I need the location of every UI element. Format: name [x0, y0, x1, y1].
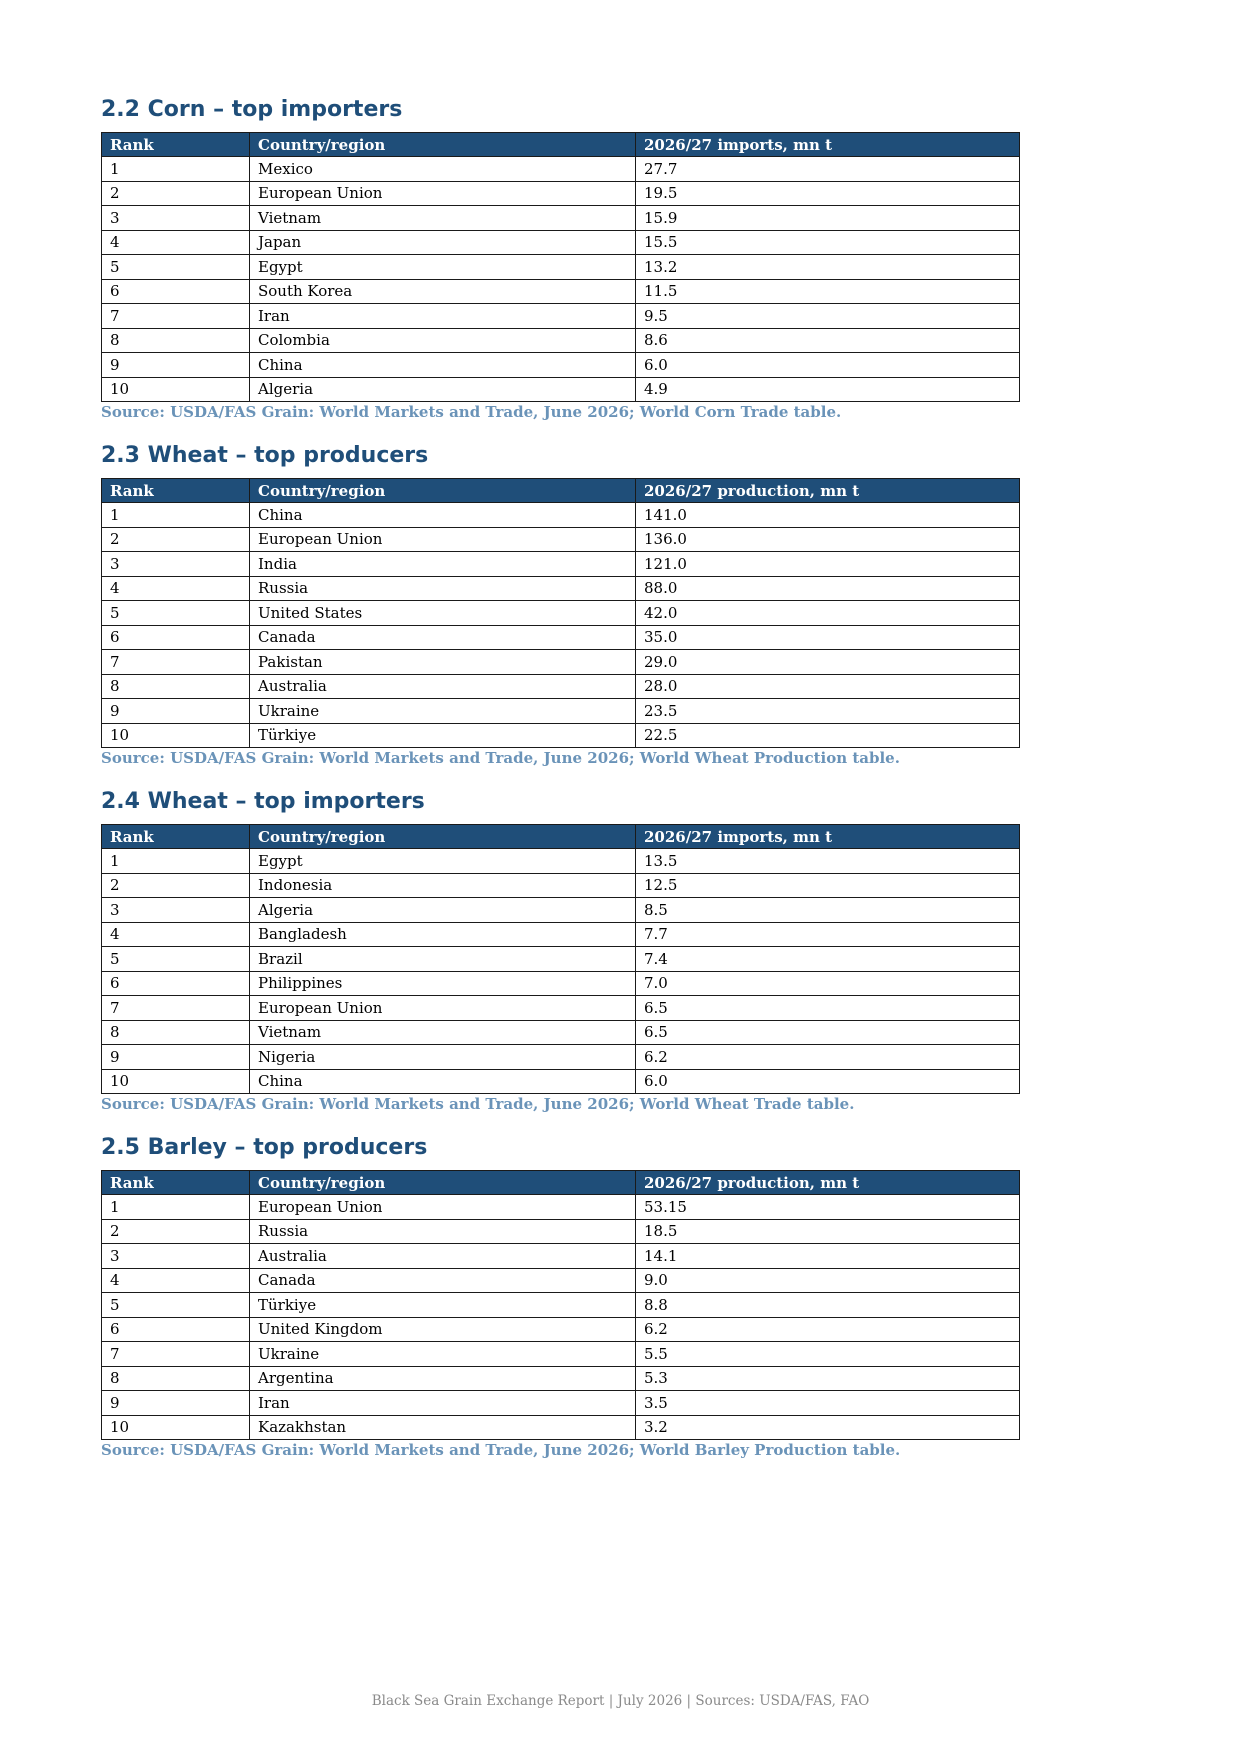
rank-cell: 6: [102, 279, 250, 304]
country-cell: Iran: [250, 1391, 636, 1416]
column-header: Country/region: [250, 479, 636, 503]
table-row: [102, 1268, 1020, 1293]
value-cell: 6.0: [636, 1069, 1020, 1094]
value-cell: 12.5: [636, 873, 1020, 898]
section-title: 2.3 Wheat – top producers: [101, 443, 429, 468]
rank-cell: 4: [102, 576, 250, 601]
value-cell: 6.2: [636, 1045, 1020, 1070]
country-cell: Mexico: [250, 157, 636, 182]
value-cell: 6.2: [636, 1317, 1020, 1342]
rank-cell: 6: [102, 971, 250, 996]
column-header: 2026/27 imports, mn t: [636, 825, 1020, 849]
table-row: [102, 328, 1020, 353]
rank-cell: 5: [102, 601, 250, 626]
country-cell: Türkiye: [250, 1293, 636, 1318]
table-row: [102, 947, 1020, 972]
rank-cell: 5: [102, 255, 250, 280]
table-row: [102, 1244, 1020, 1269]
value-cell: 3.2: [636, 1415, 1020, 1440]
ranking-table: [101, 824, 1020, 1094]
value-cell: 6.0: [636, 353, 1020, 378]
column-header: 2026/27 production, mn t: [636, 1171, 1020, 1195]
rank-cell: 4: [102, 922, 250, 947]
rank-cell: 9: [102, 1045, 250, 1070]
table-row: [102, 898, 1020, 923]
table-row: [102, 650, 1020, 675]
table-row: [102, 353, 1020, 378]
table-row: [102, 1045, 1020, 1070]
country-cell: South Korea: [250, 279, 636, 304]
country-cell: European Union: [250, 996, 636, 1021]
column-header: Rank: [102, 133, 250, 157]
country-cell: Nigeria: [250, 1045, 636, 1070]
value-cell: 6.5: [636, 1020, 1020, 1045]
country-cell: China: [250, 503, 636, 528]
value-cell: 13.2: [636, 255, 1020, 280]
country-cell: Egypt: [250, 849, 636, 874]
value-cell: 15.9: [636, 206, 1020, 231]
country-cell: Türkiye: [250, 723, 636, 748]
value-cell: 27.7: [636, 157, 1020, 182]
table-row: [102, 922, 1020, 947]
ranking-table: [101, 478, 1020, 748]
table-row: [102, 873, 1020, 898]
section-title: 2.5 Barley – top producers: [101, 1135, 428, 1160]
table-row: [102, 971, 1020, 996]
table-row: [102, 157, 1020, 182]
source-note: Source: USDA/FAS Grain: World Markets and Trade, June 2026; World Corn Trade table.: [101, 403, 842, 421]
value-cell: 53.15: [636, 1195, 1020, 1220]
country-cell: United States: [250, 601, 636, 626]
value-cell: 88.0: [636, 576, 1020, 601]
column-header: Country/region: [250, 133, 636, 157]
country-cell: Indonesia: [250, 873, 636, 898]
country-cell: United Kingdom: [250, 1317, 636, 1342]
rank-cell: 8: [102, 1366, 250, 1391]
rank-cell: 4: [102, 1268, 250, 1293]
rank-cell: 4: [102, 230, 250, 255]
table-row: [102, 723, 1020, 748]
country-cell: Japan: [250, 230, 636, 255]
value-cell: 7.7: [636, 922, 1020, 947]
value-cell: 6.5: [636, 996, 1020, 1021]
value-cell: 19.5: [636, 181, 1020, 206]
country-cell: Australia: [250, 1244, 636, 1269]
value-cell: 35.0: [636, 625, 1020, 650]
table-row: [102, 1342, 1020, 1367]
column-header: Country/region: [250, 825, 636, 849]
table-row: [102, 601, 1020, 626]
section-title: 2.2 Corn – top importers: [101, 97, 403, 122]
rank-cell: 2: [102, 873, 250, 898]
rank-cell: 3: [102, 206, 250, 231]
rank-cell: 3: [102, 1244, 250, 1269]
column-header: Country/region: [250, 1171, 636, 1195]
rank-cell: 2: [102, 181, 250, 206]
source-note: Source: USDA/FAS Grain: World Markets and Trade, June 2026; World Wheat Production table.: [101, 749, 900, 767]
country-cell: India: [250, 552, 636, 577]
ranking-table: [101, 1170, 1020, 1440]
value-cell: 3.5: [636, 1391, 1020, 1416]
table-row: [102, 255, 1020, 280]
rank-cell: 1: [102, 849, 250, 874]
table-row: [102, 1020, 1020, 1045]
country-cell: Ukraine: [250, 1342, 636, 1367]
country-cell: European Union: [250, 1195, 636, 1220]
value-cell: 5.5: [636, 1342, 1020, 1367]
country-cell: Brazil: [250, 947, 636, 972]
table-row: [102, 1366, 1020, 1391]
value-cell: 42.0: [636, 601, 1020, 626]
rank-cell: 5: [102, 1293, 250, 1318]
section-title: 2.4 Wheat – top importers: [101, 789, 425, 814]
rank-cell: 3: [102, 552, 250, 577]
table-row: [102, 1195, 1020, 1220]
value-cell: 8.6: [636, 328, 1020, 353]
rank-cell: 1: [102, 157, 250, 182]
country-cell: Ukraine: [250, 699, 636, 724]
column-header: Rank: [102, 825, 250, 849]
table-row: [102, 206, 1020, 231]
rank-cell: 10: [102, 1069, 250, 1094]
table-row: [102, 279, 1020, 304]
rank-cell: 3: [102, 898, 250, 923]
country-cell: European Union: [250, 181, 636, 206]
table-section: [101, 786, 1019, 1132]
table-row: [102, 1317, 1020, 1342]
rank-cell: 8: [102, 674, 250, 699]
value-cell: 22.5: [636, 723, 1020, 748]
table-row: [102, 699, 1020, 724]
table-header-row: [102, 479, 1020, 503]
table-header-row: [102, 1171, 1020, 1195]
table-section: [101, 440, 1019, 786]
value-cell: 23.5: [636, 699, 1020, 724]
value-cell: 8.5: [636, 898, 1020, 923]
rank-cell: 7: [102, 650, 250, 675]
rank-cell: 1: [102, 503, 250, 528]
rank-cell: 10: [102, 1415, 250, 1440]
rank-cell: 9: [102, 1391, 250, 1416]
country-cell: European Union: [250, 527, 636, 552]
value-cell: 4.9: [636, 377, 1020, 402]
table-row: [102, 674, 1020, 699]
source-note: Source: USDA/FAS Grain: World Markets and Trade, June 2026; World Barley Production table.: [101, 1441, 901, 1459]
column-header: 2026/27 production, mn t: [636, 479, 1020, 503]
page-footer: Black Sea Grain Exchange Report | July 2026 | Sources: USDA/FAS, FAO: [371, 1693, 870, 1709]
value-cell: 28.0: [636, 674, 1020, 699]
country-cell: Pakistan: [250, 650, 636, 675]
table-section: [101, 94, 1019, 440]
country-cell: Algeria: [250, 377, 636, 402]
table-header-row: [102, 133, 1020, 157]
column-header: Rank: [102, 479, 250, 503]
country-cell: Argentina: [250, 1366, 636, 1391]
table-header-row: [102, 825, 1020, 849]
value-cell: 7.0: [636, 971, 1020, 996]
table-row: [102, 377, 1020, 402]
rank-cell: 5: [102, 947, 250, 972]
value-cell: 14.1: [636, 1244, 1020, 1269]
table-row: [102, 304, 1020, 329]
table-row: [102, 1293, 1020, 1318]
rank-cell: 9: [102, 699, 250, 724]
country-cell: Australia: [250, 674, 636, 699]
rank-cell: 8: [102, 328, 250, 353]
value-cell: 15.5: [636, 230, 1020, 255]
rank-cell: 2: [102, 1219, 250, 1244]
country-cell: Canada: [250, 625, 636, 650]
country-cell: Kazakhstan: [250, 1415, 636, 1440]
value-cell: 11.5: [636, 279, 1020, 304]
table-row: [102, 1391, 1020, 1416]
value-cell: 7.4: [636, 947, 1020, 972]
country-cell: China: [250, 353, 636, 378]
country-cell: Canada: [250, 1268, 636, 1293]
rank-cell: 10: [102, 723, 250, 748]
source-note: Source: USDA/FAS Grain: World Markets and Trade, June 2026; World Wheat Trade table.: [101, 1095, 855, 1113]
value-cell: 5.3: [636, 1366, 1020, 1391]
rank-cell: 1: [102, 1195, 250, 1220]
ranking-table: [101, 132, 1020, 402]
value-cell: 136.0: [636, 527, 1020, 552]
value-cell: 9.5: [636, 304, 1020, 329]
rank-cell: 2: [102, 527, 250, 552]
country-cell: Colombia: [250, 328, 636, 353]
value-cell: 18.5: [636, 1219, 1020, 1244]
value-cell: 121.0: [636, 552, 1020, 577]
table-row: [102, 849, 1020, 874]
value-cell: 13.5: [636, 849, 1020, 874]
value-cell: 29.0: [636, 650, 1020, 675]
table-row: [102, 996, 1020, 1021]
table-row: [102, 552, 1020, 577]
rank-cell: 10: [102, 377, 250, 402]
table-row: [102, 576, 1020, 601]
rank-cell: 7: [102, 996, 250, 1021]
table-row: [102, 625, 1020, 650]
rank-cell: 6: [102, 625, 250, 650]
rank-cell: 7: [102, 304, 250, 329]
column-header: 2026/27 imports, mn t: [636, 133, 1020, 157]
value-cell: 141.0: [636, 503, 1020, 528]
table-row: [102, 1219, 1020, 1244]
table-row: [102, 1415, 1020, 1440]
rank-cell: 6: [102, 1317, 250, 1342]
rank-cell: 7: [102, 1342, 250, 1367]
country-cell: Egypt: [250, 255, 636, 280]
sections-container: [101, 94, 1019, 1460]
country-cell: Vietnam: [250, 1020, 636, 1045]
rank-cell: 8: [102, 1020, 250, 1045]
rank-cell: 9: [102, 353, 250, 378]
country-cell: China: [250, 1069, 636, 1094]
country-cell: Philippines: [250, 971, 636, 996]
country-cell: Bangladesh: [250, 922, 636, 947]
country-cell: Algeria: [250, 898, 636, 923]
value-cell: 9.0: [636, 1268, 1020, 1293]
country-cell: Vietnam: [250, 206, 636, 231]
report-page: [101, 94, 1019, 1460]
table-row: [102, 527, 1020, 552]
country-cell: Iran: [250, 304, 636, 329]
table-row: [102, 230, 1020, 255]
column-header: Rank: [102, 1171, 250, 1195]
table-row: [102, 181, 1020, 206]
table-section: [101, 1132, 1019, 1460]
value-cell: 8.8: [636, 1293, 1020, 1318]
table-row: [102, 1069, 1020, 1094]
table-row: [102, 503, 1020, 528]
country-cell: Russia: [250, 1219, 636, 1244]
country-cell: Russia: [250, 576, 636, 601]
